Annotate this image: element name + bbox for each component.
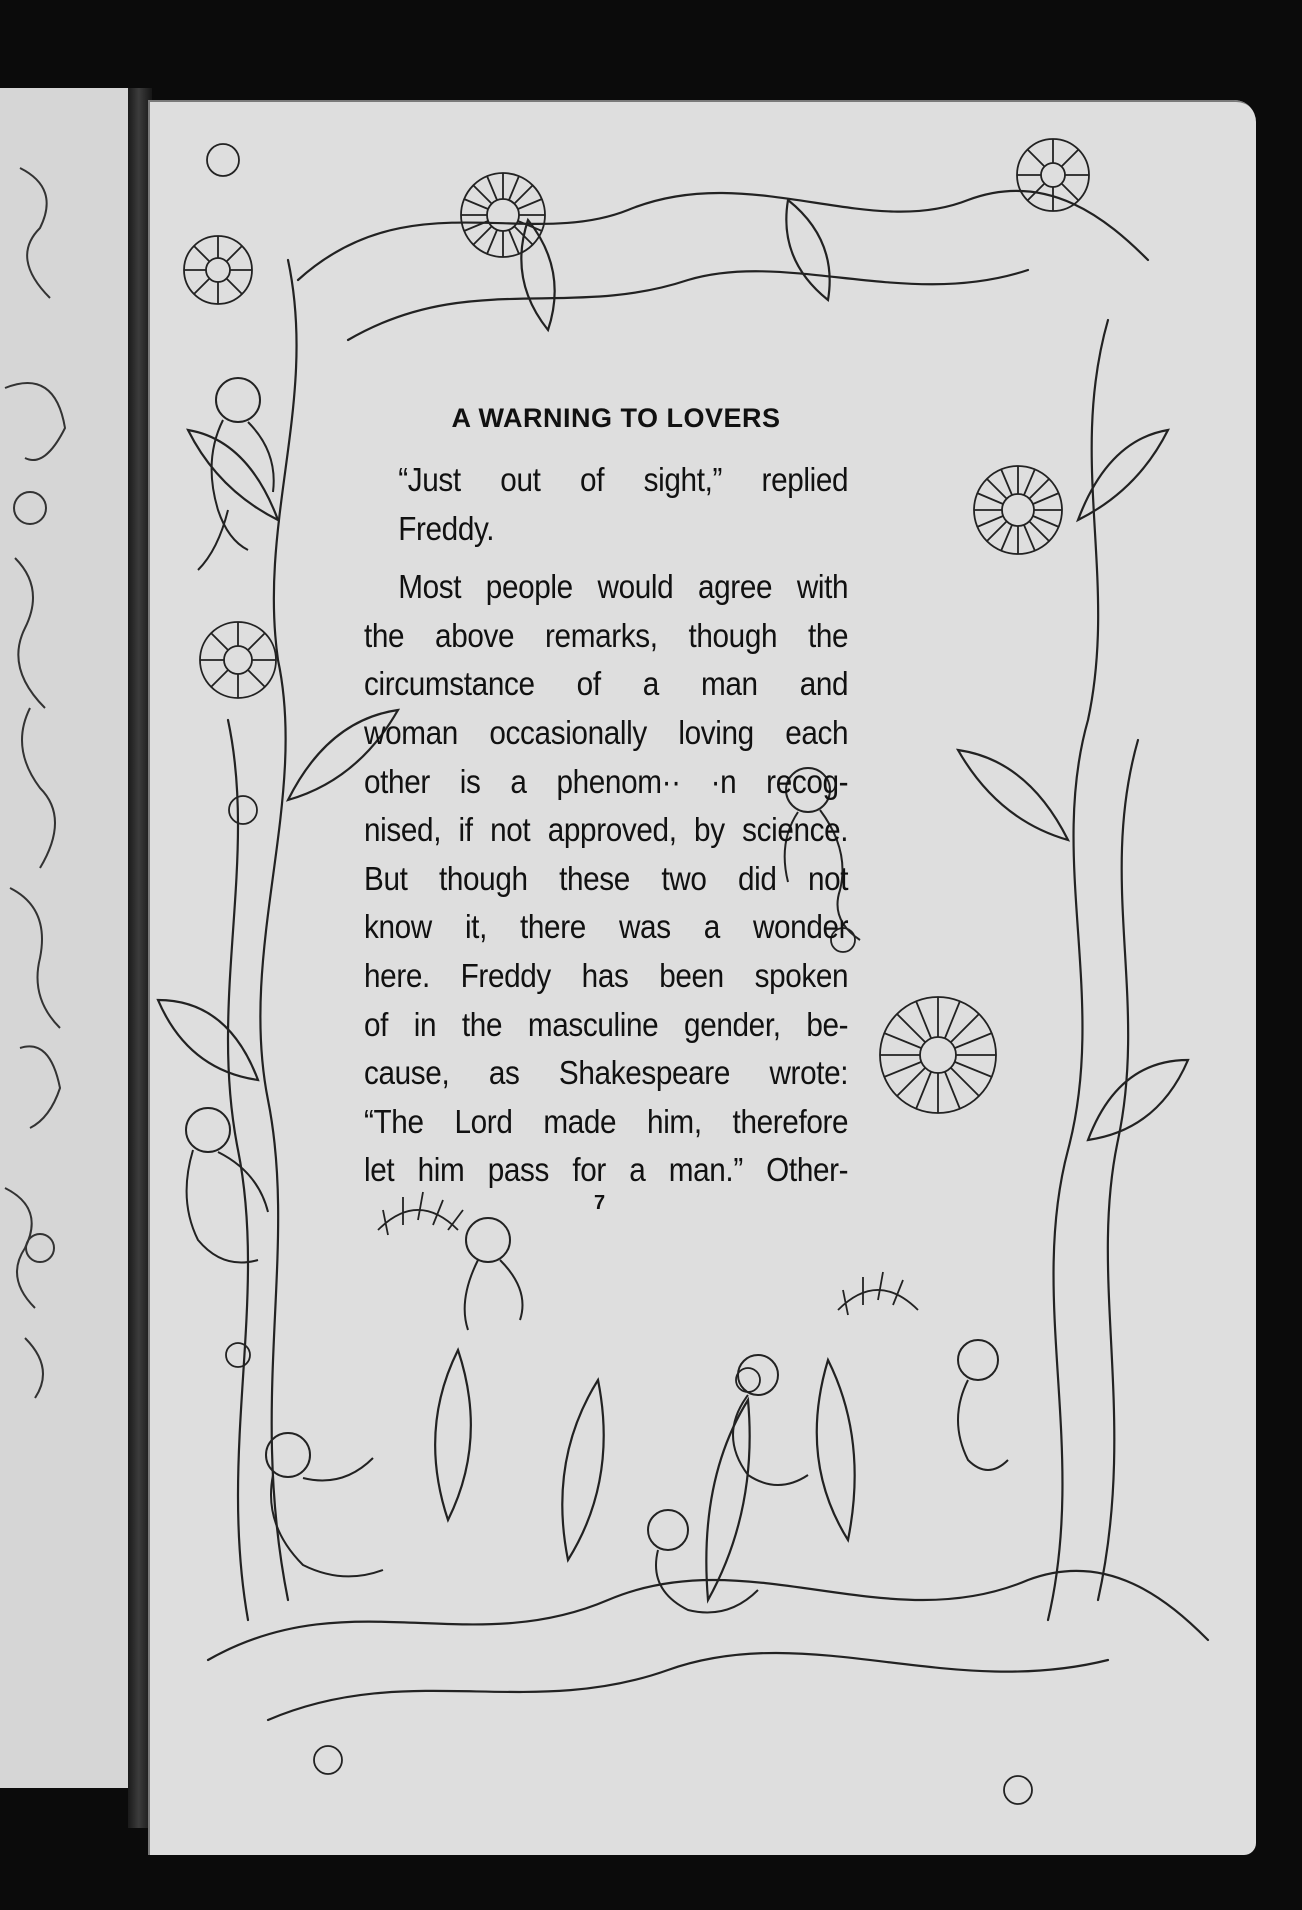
text-line: woman occasionally loving each bbox=[364, 713, 849, 751]
page-text-block bbox=[364, 403, 848, 1195]
text-line: let him pass for a man.” Other- bbox=[364, 1151, 849, 1189]
text-line: of in the masculine gender, be- bbox=[364, 1005, 849, 1043]
cherub-icon bbox=[198, 378, 274, 570]
text-line: Most people would agree with bbox=[398, 568, 849, 606]
text-line: cause, as Shakespeare wrote: bbox=[364, 1054, 849, 1092]
page-number: 7 bbox=[594, 1192, 606, 1214]
text-line: “Just out of sight,” replied bbox=[398, 461, 849, 498]
text-line: nised, if not approved, by science. bbox=[364, 811, 849, 849]
left-page-floral-fragment-icon bbox=[0, 88, 132, 1788]
text-line: the above remarks, though the bbox=[364, 616, 849, 654]
text-line: circumstance of a man and bbox=[364, 665, 849, 703]
chapter-heading: A WARNING TO LOVERS bbox=[451, 403, 781, 433]
text-line: But though these two did not bbox=[364, 859, 849, 897]
left-page-edge bbox=[0, 88, 132, 1788]
text-line: other is a phenom·· ·n recog- bbox=[364, 762, 849, 800]
paragraph-2 bbox=[364, 563, 848, 1195]
text-line: here. Freddy has been spoken bbox=[364, 956, 849, 994]
text-line: Freddy. bbox=[398, 509, 495, 547]
text-line: know it, there was a wonder bbox=[364, 908, 849, 946]
text-line: “The Lord made him, therefore bbox=[364, 1102, 849, 1140]
paragraph-1 bbox=[364, 456, 848, 553]
